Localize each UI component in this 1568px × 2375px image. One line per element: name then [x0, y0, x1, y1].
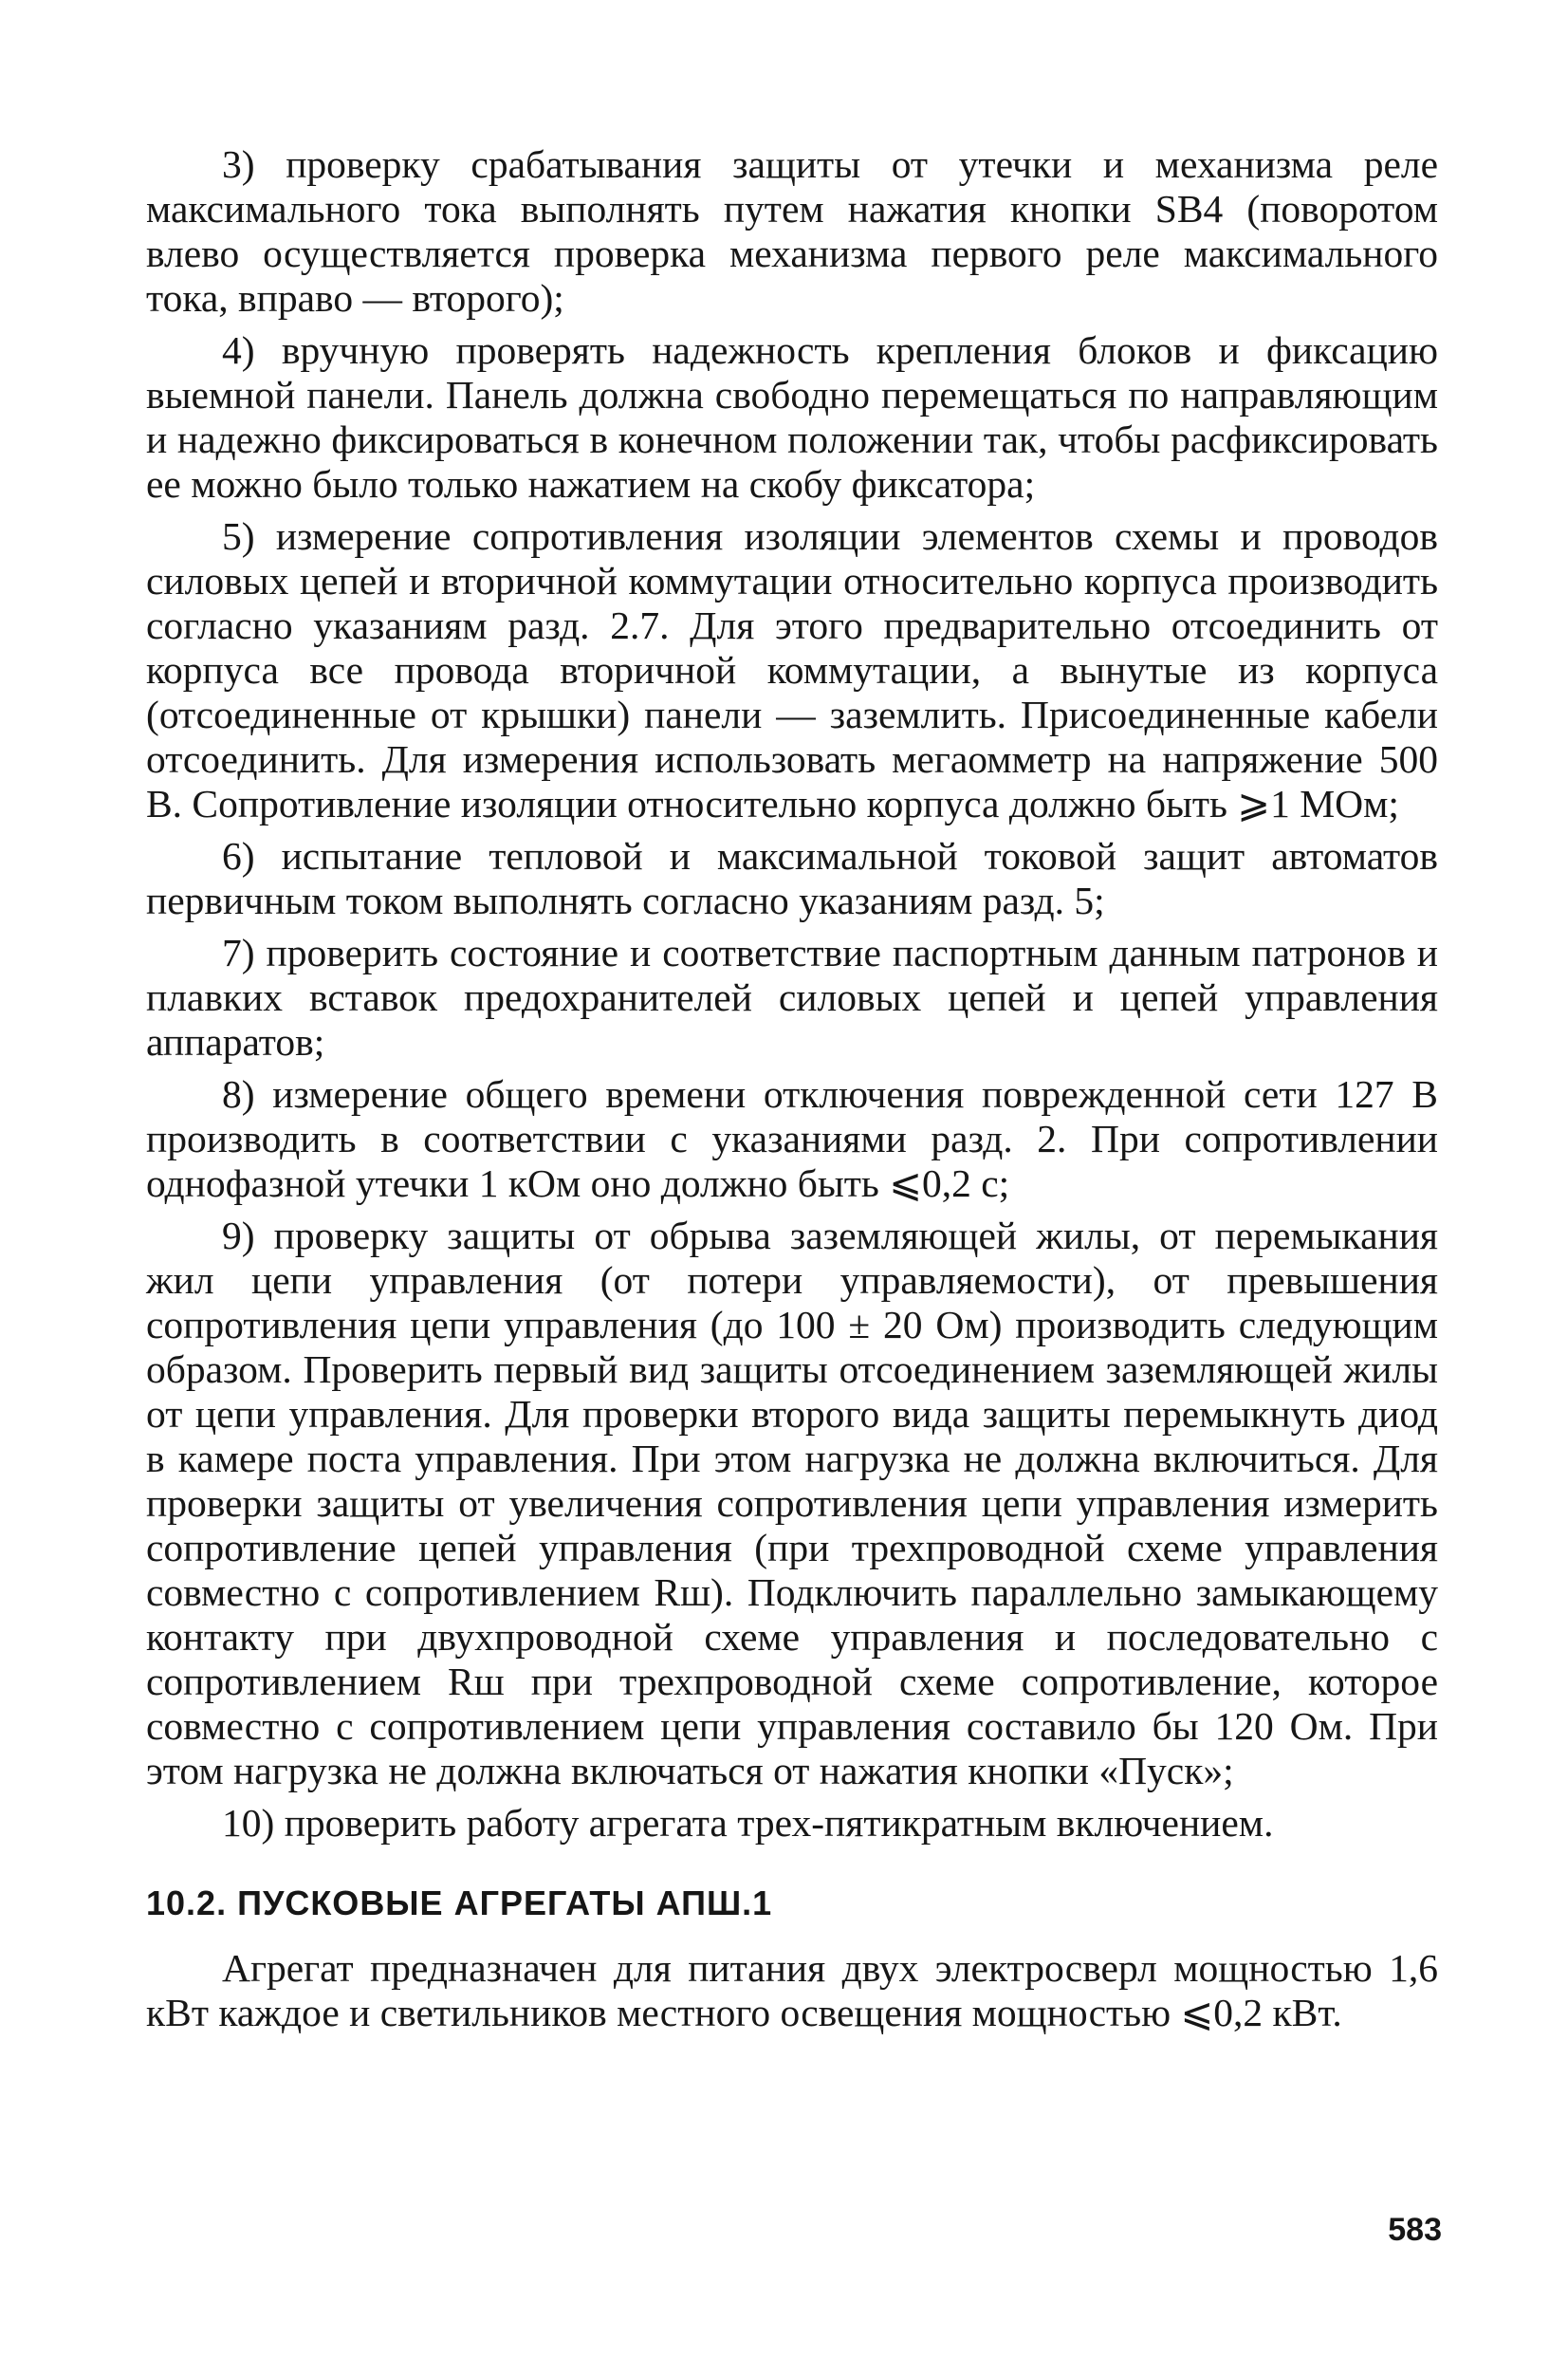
page-body — [146, 142, 1438, 2043]
list-item-6: 6) испытание тепловой и максимальной токовой защит автоматов первичным током выполнять согласно указаниям разд. 5; — [146, 834, 1438, 922]
page-number: 583 — [1388, 2212, 1442, 2248]
list-item-8: 8) измерение общего времени отключения поврежденной сети 127 В производить в соответствии с указаниями разд. 2. При сопротивлении однофазной утечки 1 кОм оно должно быть ⩽0,2 с; — [146, 1072, 1438, 1205]
list-item-10: 10) проверить работу агрегата трех-пятикратным включением. — [222, 1801, 1274, 1845]
section-paragraph: Агрегат предназначен для питания двух электросверл мощностью 1,6 кВт каждое и светильников местного освещения мощностью ⩽0,2 кВт. — [146, 1946, 1438, 2034]
section-heading: 10.2. ПУСКОВЫЕ АГРЕГАТЫ АПШ.1 — [146, 1883, 773, 1922]
list-item-9: 9) проверку защиты от обрыва заземляющей жилы, от перемыкания жил цепи управления (от потери управляемости), от превышения сопротивления цепи управления (до 100 ± 20 Ом) производить следующим образом. Проверить первый вид защиты отсоединением заземляющей жилы от цепи управления. Для проверки второго вида защиты перемыкнуть диод в камере поста управления. При этом нагрузка не должна включиться. Для проверки защиты от увеличения сопротивления цепи управления измерить сопротивление цепей управления (при трехпроводной схеме управления совместно с сопротивлением Rш). Подключить параллельно замыкающему контакту при двухпроводной схеме управления и последовательно с сопротивлением Rш при трехпроводной схеме сопротивление, которое совместно с сопротивлением цепи управления составило бы 120 Ом. При этом нагрузка не должна включаться от нажатия кнопки «Пуск»; — [146, 1214, 1438, 1792]
list-item-7: 7) проверить состояние и соответствие паспортным данным патронов и плавких вставок предохранителей силовых цепей и цепей управления аппаратов; — [146, 931, 1438, 1064]
list-item-4: 4) вручную проверять надежность крепления блоков и фиксацию выемной панели. Панель должна свободно перемещаться по направляющим и надежно фиксироваться в конечном положении так, чтобы расфиксировать ее можно было только нажатием на скобу фиксатора; — [146, 328, 1438, 506]
list-item-5: 5) измерение сопротивления изоляции элементов схемы и проводов силовых цепей и вторичной коммутации относительно корпуса производить согласно указаниям разд. 2.7. Для этого предварительно отсоединить от корпуса все провода вторичной коммутации, а вынутые из корпуса (отсоединенные от крышки) панели — заземлить. Присоединенные кабели отсоединить. Для измерения использовать мегаомметр на напряжение 500 В. Сопротивление изоляции относительно корпуса должно быть ⩾1 МОм; — [146, 514, 1438, 826]
list-item-3: 3) проверку срабатывания защиты от утечки и механизма реле максимального тока выполнять путем нажатия кнопки SB4 (поворотом влево осуществляется проверка механизма первого реле максимального тока, вправо — второго); — [146, 142, 1438, 320]
